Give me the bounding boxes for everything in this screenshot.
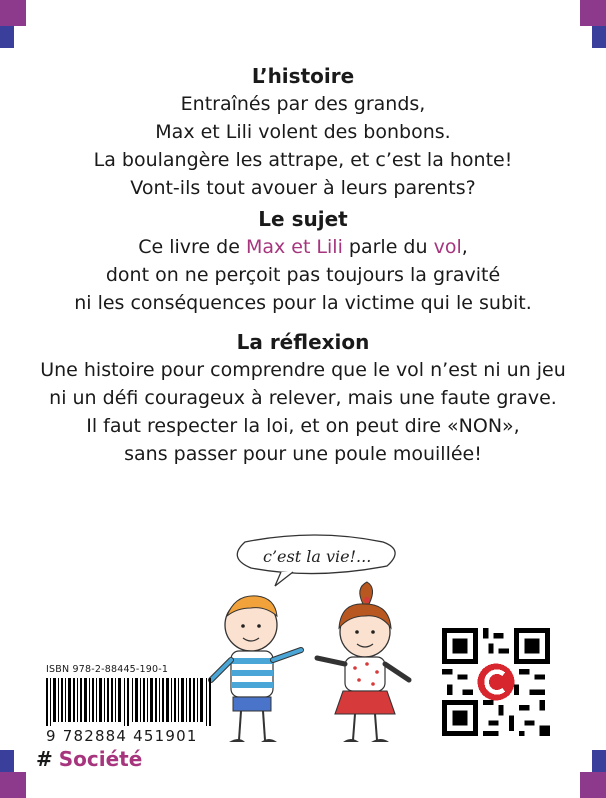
text-line: ni un défi courageux à relever, mais une faute grave. [49, 387, 557, 409]
hashtag-symbol: # [36, 747, 53, 771]
section-heading: La réflexion [236, 330, 370, 354]
text-fragment: parle du [342, 236, 434, 258]
section-sujet [0, 205, 606, 317]
barcode-icon [46, 678, 218, 726]
text-fragment: Ce livre de [138, 236, 246, 258]
publisher-c-logo [477, 663, 514, 700]
isbn-block [46, 664, 221, 745]
category-label: Société [58, 747, 143, 771]
category-tag [36, 747, 142, 771]
corner-tab-bottom-right [580, 772, 606, 798]
text-line: sans passer pour une poule mouillée! [124, 443, 482, 465]
text-line: ni les conséquences pour la victime qui le subit. [74, 292, 532, 314]
qr-code-icon [442, 628, 550, 736]
text-line: Max et Lili volent des bonbons. [155, 121, 451, 143]
corner-tab-top-right-inner [592, 26, 606, 48]
speech-bubble-text: c’est la vie!... [263, 547, 372, 566]
text-fragment: , [461, 236, 468, 258]
text-line: Entraînés par des grands, [180, 93, 426, 115]
isbn-text: ISBN 978-2-88445-190-1 [46, 664, 169, 675]
corner-tab-bottom-left-inner [0, 750, 14, 772]
corner-tab-bottom-right-inner [592, 750, 606, 772]
text-line: dont on ne perçoit pas toujours la gravité [105, 264, 501, 286]
text-line [0, 233, 606, 261]
text-line: Il faut respecter la loi, et on peut dire «NON», [86, 415, 520, 437]
max-et-lili-illustration [205, 530, 425, 755]
section-heading: Le sujet [258, 207, 348, 231]
highlight-vol: vol [433, 236, 462, 258]
section-histoire [0, 62, 606, 202]
barcode-digits: 9 782884 451901 [46, 727, 198, 745]
corner-tab-top-right [580, 0, 606, 26]
section-reflexion [0, 328, 606, 468]
text-line: Une histoire pour comprendre que le vol n’est ni un jeu [40, 359, 566, 381]
corner-tab-bottom-left [0, 772, 26, 798]
corner-tab-top-left-inner [0, 26, 14, 48]
highlight-max-et-lili: Max et Lili [245, 236, 343, 258]
lili-character [317, 582, 409, 742]
section-heading: L’histoire [251, 64, 355, 88]
corner-tab-top-left [0, 0, 26, 26]
text-line: Vont-ils tout avouer à leurs parents? [130, 177, 476, 199]
max-character [211, 596, 301, 742]
text-line: La boulangère les attrape, et c’est la honte! [93, 149, 513, 171]
